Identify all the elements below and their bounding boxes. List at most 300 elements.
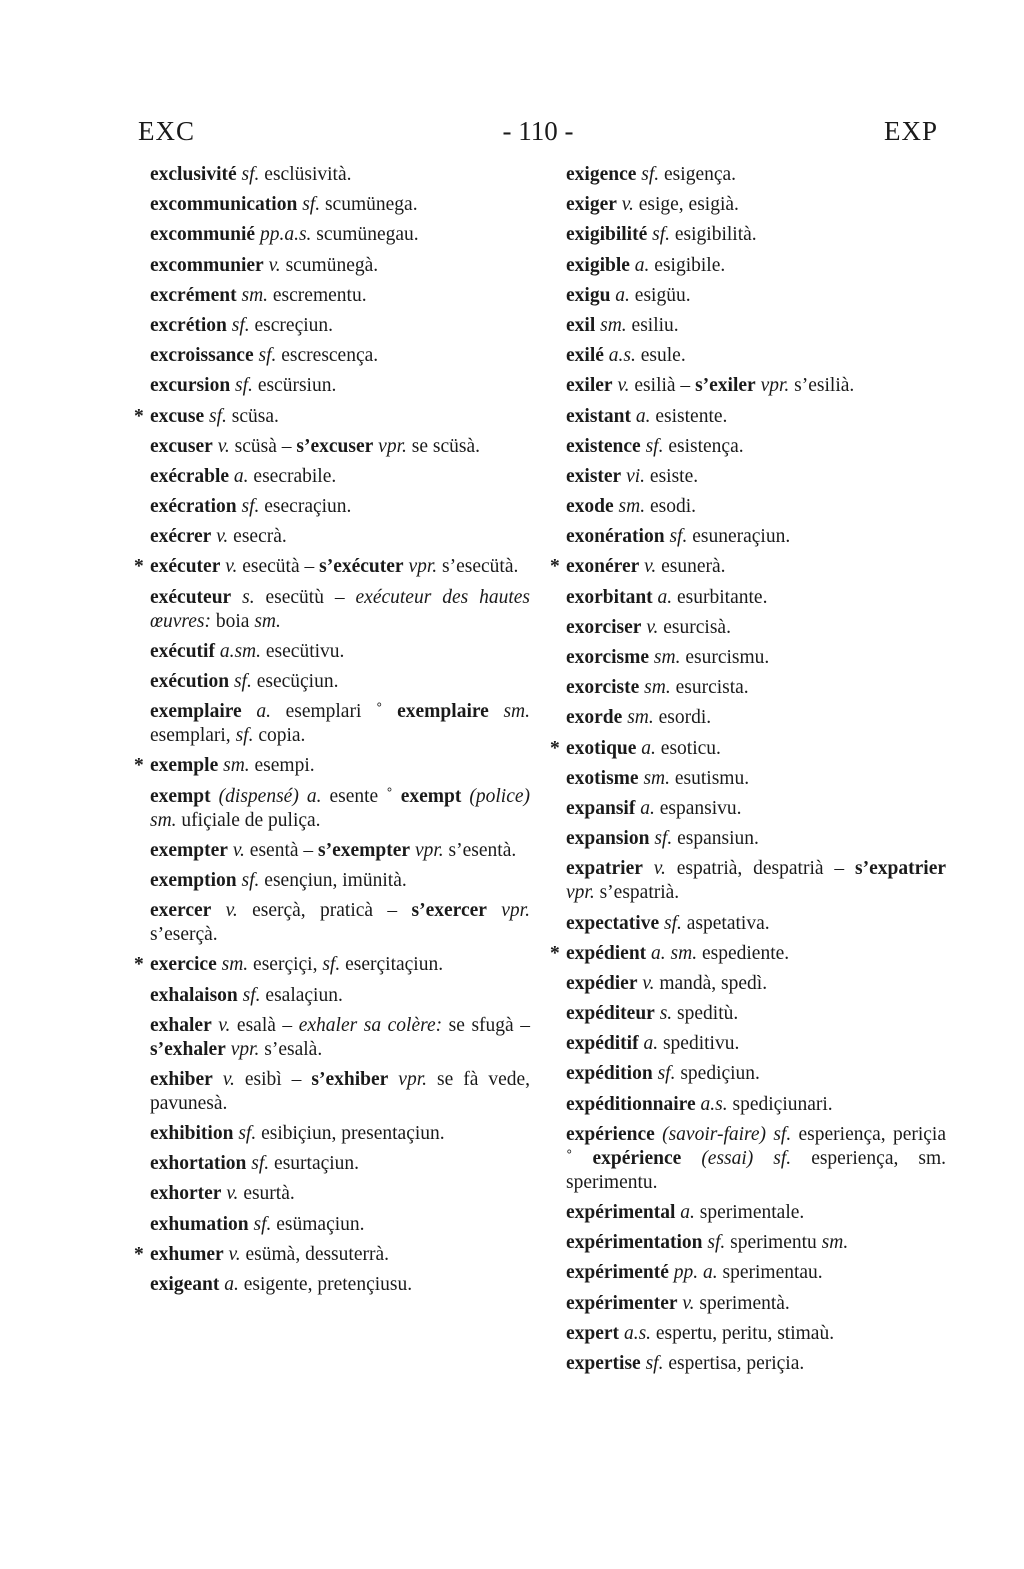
dictionary-entry	[566, 405, 946, 429]
gloss-text: espertisa, periçia.	[663, 1352, 805, 1374]
gloss-text: escreçiun.	[249, 314, 334, 336]
headword: exhalaison	[150, 984, 238, 1006]
grammar-label: sf.	[253, 1213, 272, 1235]
gloss-text: esümaçiun.	[271, 1213, 365, 1235]
dictionary-entry	[134, 405, 530, 429]
headword: exiger	[566, 194, 617, 216]
headword: expert	[566, 1322, 620, 1344]
grammar-label: v.	[216, 526, 229, 548]
headword: exhortation	[150, 1153, 247, 1175]
gloss-text: esempi.	[249, 755, 315, 777]
dictionary-entry	[150, 193, 530, 217]
headword: exhaler	[150, 1014, 212, 1036]
grammar-label: sf.	[251, 1153, 270, 1175]
dictionary-entry	[150, 495, 530, 519]
headword: exécuter	[150, 556, 221, 578]
dictionary-entry	[150, 1014, 530, 1062]
grammar-label: sf.	[664, 912, 682, 934]
grammar-label: v.	[217, 435, 230, 457]
gloss-text	[213, 1069, 223, 1090]
headword: expédier	[566, 972, 638, 994]
grammar-label: sm.	[643, 767, 670, 789]
gloss-text: esurcisà.	[658, 616, 731, 638]
headword: exemplaire	[150, 701, 242, 723]
gloss-text: esordi.	[653, 707, 712, 729]
sub-headword: s’excuser	[296, 435, 374, 457]
dictionary-entry	[566, 646, 946, 670]
headword: exécuteur	[150, 586, 232, 608]
headword: excrément	[150, 284, 237, 306]
gloss-text: ufiçiale de puliça.	[176, 809, 321, 831]
grammar-label: a.	[233, 465, 249, 487]
gloss-text: esençiun, imünità.	[259, 869, 407, 891]
gloss-text: esemplari,	[150, 725, 236, 747]
gloss-text: se sfugà –	[442, 1014, 530, 1036]
dictionary-entry	[150, 223, 530, 247]
sub-headword: s’exiler	[695, 375, 756, 397]
grammar-label: sf.	[657, 1063, 676, 1085]
running-head	[138, 116, 938, 150]
grammar-label: v.	[218, 1014, 231, 1036]
headword: exotique	[566, 737, 637, 759]
gloss-text: spediçiunari.	[727, 1093, 833, 1115]
headword: expéditif	[566, 1033, 639, 1055]
headword: exécrer	[150, 526, 212, 548]
gloss-text: esigente, pretençiusu.	[238, 1274, 413, 1295]
dictionary-entry	[134, 754, 530, 778]
headword: excrétion	[150, 314, 227, 336]
grammar-label: (police) sm.	[150, 785, 531, 831]
gloss-text: sperimentau.	[717, 1262, 823, 1284]
sub-headword: s’exhaler	[150, 1038, 226, 1060]
gloss-text: speditivu.	[658, 1033, 740, 1055]
grammar-label: sf.	[241, 869, 260, 891]
grammar-label: v.	[232, 839, 245, 861]
gloss-text: s’esalà.	[259, 1038, 323, 1060]
grammar-label: sf.	[654, 828, 673, 850]
headword: exonération	[566, 526, 665, 548]
headword: exhumer	[150, 1243, 224, 1265]
gloss-text: esclüsività.	[259, 164, 352, 185]
grammar-label: sf.	[241, 496, 260, 518]
headword: exigence	[566, 164, 637, 185]
dictionary-entry	[566, 223, 946, 247]
gloss-text: spediçiun.	[675, 1063, 760, 1085]
headword: exorbitant	[566, 586, 653, 608]
grammar-label: sf.	[242, 984, 261, 1006]
headword: exorcisme	[566, 647, 650, 668]
dictionary-entry	[566, 767, 946, 791]
headword: exotisme	[566, 767, 639, 789]
grammar-label: v.	[644, 556, 657, 578]
grammar-label: a.	[643, 1033, 659, 1055]
grammar-label: sm.	[821, 1232, 849, 1254]
dictionary-entry	[150, 314, 530, 338]
gloss-text: esecütivu.	[261, 640, 345, 662]
dictionary-entry	[566, 435, 946, 459]
gloss-text: esurcista.	[670, 677, 749, 699]
sub-headword: expérience	[592, 1147, 682, 1169]
gloss-text: boia	[211, 610, 255, 632]
dictionary-entry	[550, 737, 946, 761]
grammar-label: a.	[615, 284, 630, 306]
dictionary-entry	[566, 1261, 946, 1285]
gloss-text: esümà, dessuterrà.	[240, 1243, 389, 1265]
grammar-label: sf.	[258, 345, 277, 367]
dictionary-entry	[566, 525, 946, 549]
gloss-text: scumünegau.	[311, 224, 419, 246]
grammar-label: sm.	[503, 701, 530, 723]
dictionary-entry	[566, 1123, 946, 1195]
headword: exorciser	[566, 616, 642, 638]
gloss-text: s’espatrià.	[594, 882, 680, 904]
sub-headword: s’expatrier	[855, 858, 947, 880]
gloss-text: se scüsà.	[406, 435, 480, 457]
dictionary-entry	[150, 899, 530, 947]
headword: expéditeur	[566, 1003, 655, 1025]
gloss-text: esodi.	[645, 496, 696, 518]
grammar-label: vpr.	[408, 556, 438, 578]
gloss-text	[211, 786, 219, 807]
headword: expérimentation	[566, 1232, 703, 1254]
headword: excursion	[150, 375, 231, 397]
gloss-text: esigüu.	[629, 284, 691, 306]
grammar-label: a.	[224, 1274, 239, 1295]
dictionary-entry	[566, 1062, 946, 1086]
headword: exilé	[566, 345, 604, 367]
headword: excommunié	[150, 224, 256, 246]
gloss-text: esoticu.	[655, 737, 721, 759]
gloss-text: esalà –	[230, 1014, 299, 1036]
headword: exister	[566, 465, 622, 487]
headword: expansif	[566, 797, 636, 819]
headword: exhibition	[150, 1123, 234, 1145]
gloss-text: espertu, peritu, stimaù.	[651, 1322, 835, 1344]
dictionary-entry	[150, 1122, 530, 1146]
dictionary-entry	[150, 785, 530, 833]
running-head-right: EXP	[883, 116, 938, 146]
grammar-label: v.	[225, 556, 238, 578]
headword: exécrable	[150, 465, 230, 487]
dictionary-entry	[150, 869, 530, 893]
dictionary-entry	[134, 953, 530, 977]
grammar-label: v.	[268, 254, 281, 276]
dictionary-entry	[150, 254, 530, 278]
grammar-label: sf.	[209, 405, 227, 427]
dictionary-entry	[566, 1201, 946, 1225]
grammar-label: a.	[634, 254, 650, 276]
headword: existence	[566, 435, 641, 457]
left-column	[134, 163, 531, 1303]
headword: exigeant	[150, 1274, 220, 1295]
dictionary-entry	[566, 706, 946, 730]
dictionary-entry	[566, 1002, 946, 1026]
dictionary-entry	[150, 374, 530, 398]
sub-headword: s’exempter	[318, 839, 411, 861]
headword: exercice	[150, 954, 217, 976]
gloss-text: se fà vede, pavunesà.	[150, 1068, 531, 1114]
headword: exorde	[566, 707, 623, 729]
grammar-label: v.	[617, 375, 630, 397]
dictionary-entry	[566, 344, 946, 368]
gloss-text: esperiença, sm. sperimentu.	[566, 1147, 946, 1193]
dictionary-entry	[150, 344, 530, 368]
gloss-text: mandà, spedì.	[654, 972, 768, 994]
grammar-label: vpr.	[760, 375, 790, 397]
gloss-text: sperimentu	[725, 1232, 822, 1254]
grammar-label: a.	[641, 737, 656, 759]
grammar-label: (essai) sf.	[701, 1147, 792, 1169]
gloss-text	[489, 701, 504, 722]
grammar-label: v.	[226, 1183, 239, 1205]
grammar-label: a. sm.	[651, 942, 698, 964]
gloss-text: espediente.	[697, 942, 790, 964]
gloss-text: esente ˚	[321, 785, 401, 807]
gloss-text	[231, 587, 242, 608]
gloss-text: scüsa.	[226, 405, 279, 427]
gloss-text	[242, 701, 257, 722]
grammar-label: vi.	[626, 465, 646, 487]
gloss-text	[388, 1069, 398, 1090]
gloss-text: s’esentà.	[443, 839, 517, 861]
headword: expédition	[566, 1063, 653, 1085]
headword: exhumation	[150, 1213, 249, 1235]
grammar-label: pp.a.s.	[259, 224, 312, 246]
grammar-label: sm.	[221, 954, 249, 976]
gloss-text: s’esecütà.	[437, 556, 519, 578]
gloss-text: s’esilià.	[789, 375, 855, 397]
grammar-label: vpr.	[398, 1068, 428, 1090]
dictionary-entry	[566, 797, 946, 821]
grammar-label: s.	[659, 1003, 673, 1025]
grammar-label: sm.	[223, 755, 250, 777]
dictionary-entry	[566, 1032, 946, 1056]
dictionary-entry	[566, 1322, 946, 1346]
headword: exécration	[150, 496, 237, 518]
grammar-label: sf.	[652, 224, 671, 246]
headword: exiler	[566, 375, 613, 397]
grammar-label: sf.	[238, 1123, 257, 1145]
grammar-label: sf.	[641, 164, 660, 185]
sub-headword: s’exhiber	[311, 1068, 389, 1090]
headword: exil	[566, 314, 596, 336]
grammar-label: a.	[680, 1202, 695, 1223]
grammar-label: sm.	[653, 647, 681, 668]
grammar-label: v.	[646, 616, 659, 638]
headword: exigible	[566, 254, 630, 276]
headword: exhorter	[150, 1183, 222, 1205]
gloss-text: scumünegà.	[280, 254, 379, 276]
dictionary-entry	[566, 284, 946, 308]
dictionary-entry	[566, 495, 946, 519]
gloss-text: esecrabile.	[248, 465, 337, 487]
sub-headword: exempt	[400, 785, 462, 807]
asterisk-marker: *	[134, 755, 144, 777]
asterisk-marker: *	[550, 737, 560, 759]
grammar-label: a.	[640, 797, 655, 819]
grammar-label: a.s.	[700, 1093, 728, 1115]
gloss-text	[487, 900, 501, 921]
grammar-label: vpr.	[501, 900, 530, 922]
grammar-label: exécuteur des hautes œuvres:	[150, 586, 530, 632]
dictionary-entry	[566, 1093, 946, 1117]
headword: expérimental	[566, 1202, 676, 1223]
gloss-text: speditù.	[672, 1003, 739, 1025]
grammar-label: v.	[621, 194, 634, 216]
grammar-label: sf.	[241, 164, 260, 185]
dictionary-entry	[566, 616, 946, 640]
headword: exigibilité	[566, 224, 648, 246]
headword: excroissance	[150, 345, 254, 367]
running-head-left: EXC	[138, 116, 195, 146]
gloss-text: esutismu.	[669, 767, 750, 789]
gloss-text: esecrà.	[228, 526, 287, 548]
right-column	[550, 163, 947, 1382]
gloss-text: aspetativa.	[681, 912, 770, 934]
dictionary-entry	[150, 525, 530, 549]
sub-headword: s’exercer	[411, 900, 487, 922]
grammar-label: pp. a.	[673, 1262, 718, 1284]
dictionary-entry	[150, 984, 530, 1008]
gloss-text	[211, 900, 225, 921]
headword: expansion	[566, 828, 650, 850]
headword: exempter	[150, 839, 228, 861]
gloss-text: esige, esigià.	[633, 194, 739, 216]
gloss-text: esibì –	[234, 1068, 312, 1090]
grammar-label: sm.	[618, 496, 646, 518]
gloss-text: esiste.	[645, 465, 699, 487]
gloss-text: esecütà –	[237, 556, 320, 578]
gloss-text: esigibilità.	[670, 224, 757, 246]
dictionary-entry	[150, 640, 530, 664]
gloss-text: scüsà –	[229, 435, 297, 457]
dictionary-entry	[150, 586, 530, 634]
dictionary-entry	[566, 254, 946, 278]
gloss-text: esistente.	[650, 405, 728, 427]
grammar-label: sf.	[707, 1232, 726, 1254]
dictionary-entry	[566, 1292, 946, 1316]
grammar-label: vpr.	[414, 839, 444, 861]
gloss-text: esunerà.	[656, 556, 726, 578]
gloss-text: esemplari ˚	[270, 701, 398, 723]
dictionary-entry	[566, 857, 946, 905]
gloss-text	[655, 1124, 662, 1145]
headword: excommunier	[150, 254, 264, 276]
grammar-label: v.	[225, 900, 238, 922]
gloss-text: esentà –	[244, 839, 319, 861]
dictionary-entry	[566, 912, 946, 936]
grammar-label: exhaler sa colère:	[298, 1014, 443, 1036]
gloss-text: escrementu.	[268, 284, 367, 306]
headword: expérimenté	[566, 1262, 669, 1284]
dictionary-entry	[566, 586, 946, 610]
grammar-label: vpr.	[566, 882, 595, 904]
headword: expéditionnaire	[566, 1093, 696, 1115]
grammar-label: sf.	[235, 375, 253, 397]
gloss-text: scumünega.	[320, 194, 418, 216]
gloss-text: eserçiçi,	[248, 954, 323, 976]
gloss-text: espansiun.	[672, 828, 759, 850]
headword: exigu	[566, 284, 611, 306]
gloss-text	[681, 1148, 701, 1169]
grammar-label: sf.	[645, 435, 664, 457]
headword: excuse	[150, 405, 205, 427]
grammar-label: v.	[642, 972, 655, 994]
headword: excommunication	[150, 194, 298, 216]
gloss-text: esilià –	[629, 375, 696, 397]
headword: exclusivité	[150, 164, 237, 185]
grammar-label: sf.	[233, 671, 252, 692]
dictionary-entry	[550, 555, 946, 579]
gloss-text: escürsiun.	[252, 375, 337, 397]
gloss-text: espansivu.	[654, 797, 742, 819]
gloss-text: sperimentale.	[694, 1202, 805, 1223]
dictionary-entry	[150, 1182, 530, 1206]
headword: expectative	[566, 912, 660, 934]
gloss-text	[643, 858, 654, 879]
dictionary-entry	[566, 374, 946, 398]
dictionary-entry	[150, 1068, 530, 1116]
gloss-text: eserçà, praticà –	[237, 900, 412, 922]
dictionary-entry	[150, 1213, 530, 1237]
dictionary-entry	[566, 314, 946, 338]
grammar-label: sf.	[645, 1352, 664, 1374]
dictionary-entry	[150, 435, 530, 459]
grammar-label: sm.	[241, 284, 269, 306]
gloss-text: eserçitaçiun.	[340, 954, 444, 976]
dictionary-entry	[566, 163, 946, 187]
grammar-label: a.	[635, 405, 651, 427]
asterisk-marker: *	[134, 405, 144, 427]
gloss-text: esigibile.	[649, 254, 726, 276]
dictionary-entry	[150, 465, 530, 489]
dictionary-entry	[566, 465, 946, 489]
headword: expatrier	[566, 858, 643, 880]
grammar-label: a.s.	[608, 345, 636, 367]
dictionary-entry	[134, 555, 530, 579]
asterisk-marker: *	[134, 1243, 144, 1265]
headword: exécution	[150, 671, 230, 692]
grammar-label: v.	[653, 858, 666, 880]
dictionary-entry	[150, 839, 530, 863]
grammar-label: sf.	[235, 725, 254, 747]
dictionary-entry	[150, 670, 530, 694]
grammar-label: vpr.	[378, 435, 407, 457]
dictionary-entry	[134, 1243, 530, 1267]
gloss-text: esurbitante.	[672, 586, 768, 608]
gloss-text: esistença.	[663, 435, 744, 457]
headword: exercer	[150, 900, 212, 922]
grammar-label: sf.	[231, 314, 250, 336]
gloss-text: copia.	[253, 725, 306, 747]
headword: exonérer	[566, 556, 640, 578]
grammar-label: sf.	[302, 194, 321, 216]
grammar-label: sm.	[600, 314, 627, 336]
gloss-text: sperimentà.	[694, 1292, 790, 1314]
grammar-label: vpr.	[230, 1038, 260, 1060]
dictionary-entry	[150, 284, 530, 308]
asterisk-marker: *	[134, 954, 144, 976]
gloss-text: s’eserçà.	[150, 924, 218, 946]
gloss-text: esule.	[635, 345, 686, 367]
dictionary-entry	[566, 827, 946, 851]
gloss-text: escrescença.	[276, 345, 379, 367]
gloss-text: esurtà.	[238, 1183, 295, 1205]
gloss-text: espatrià, despatrià –	[665, 858, 856, 880]
gloss-text: esecüçiun.	[251, 671, 339, 692]
headword: exempt	[150, 785, 211, 807]
grammar-label: a.sm.	[219, 640, 262, 662]
